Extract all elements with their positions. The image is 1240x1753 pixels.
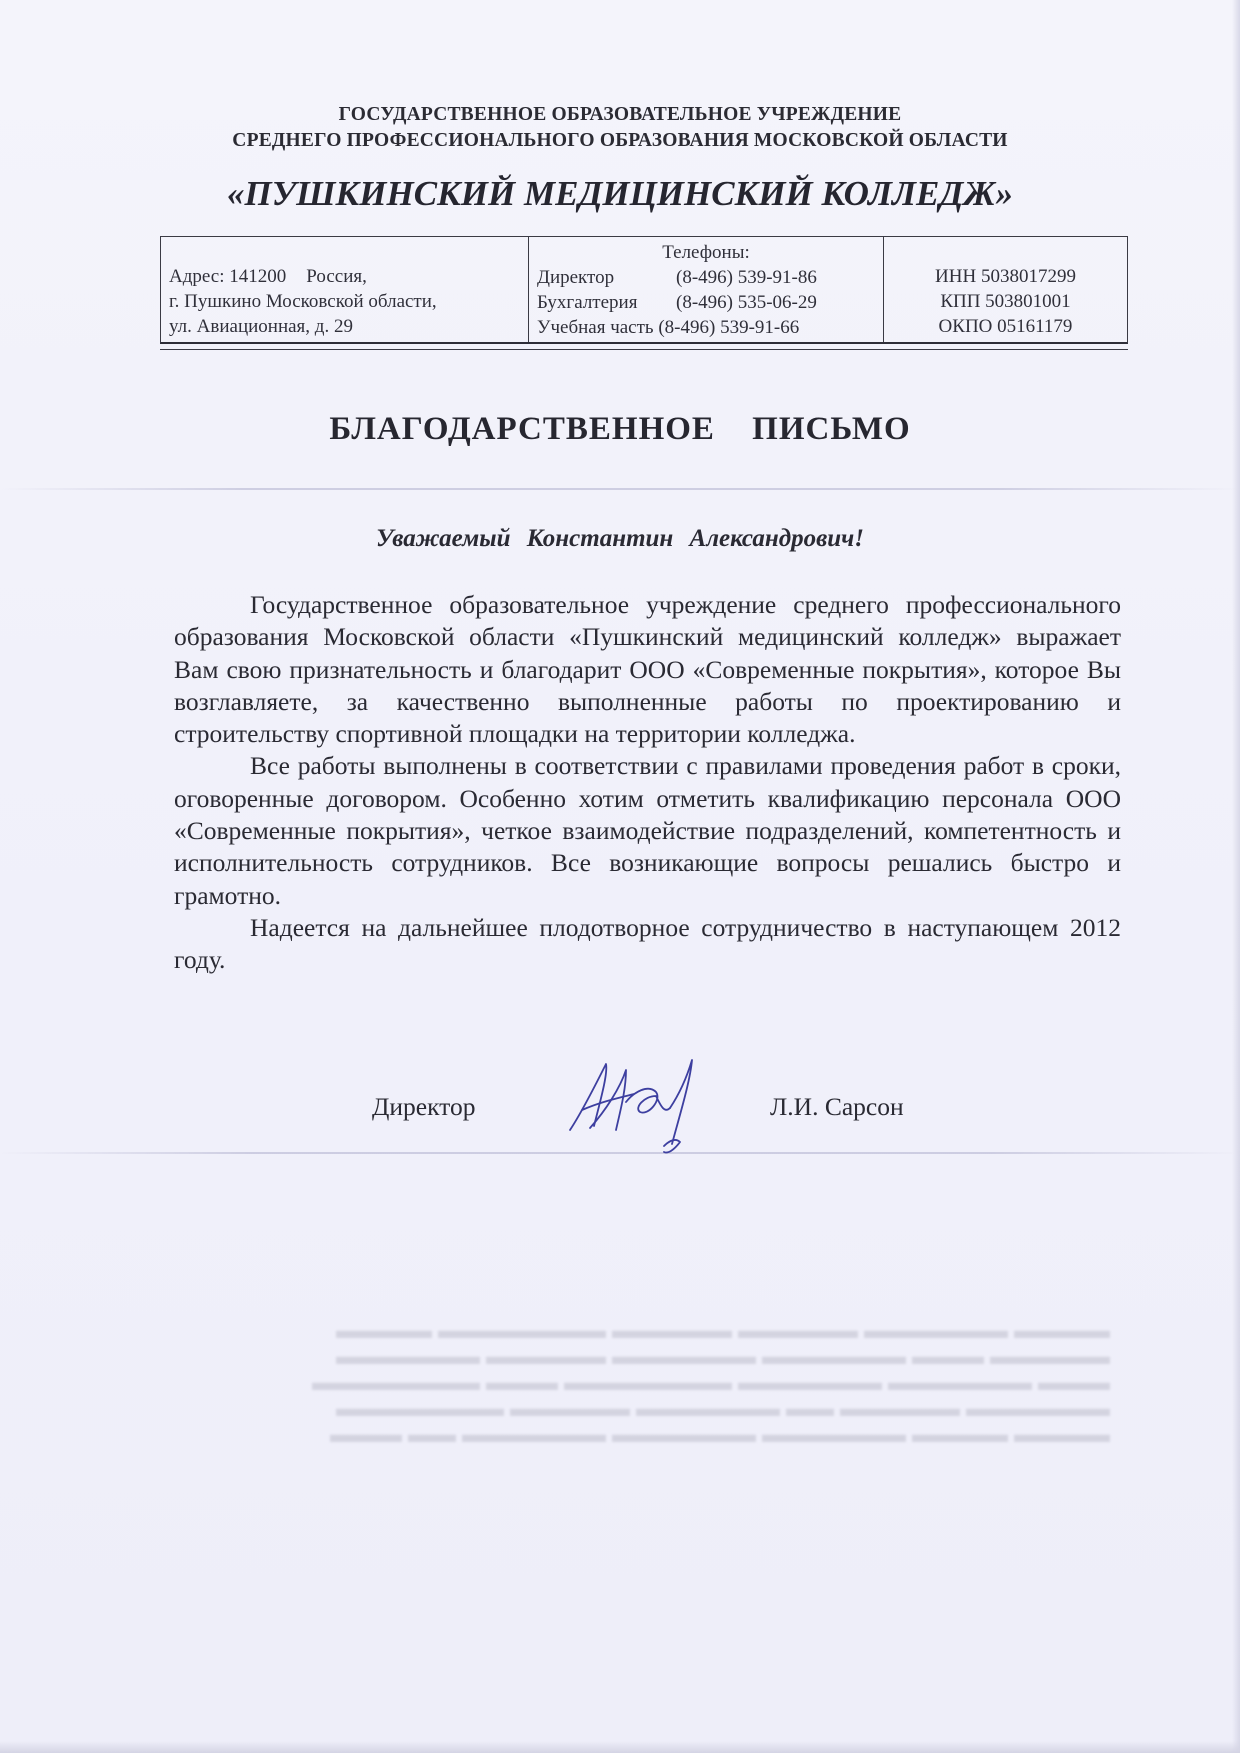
org-name-line-1: ГОСУДАРСТВЕННОЕ ОБРАЗОВАТЕЛЬНОЕ УЧРЕЖДЕНИЕ (338, 104, 902, 125)
phone-label: Учебная часть (537, 317, 654, 338)
phone-label: Бухгалтерия (537, 292, 638, 313)
college-name: «ПУШКИНСКИЙ МЕДИЦИНСКИЙ КОЛЛЕДЖ» (227, 174, 1013, 213)
letter-body (174, 589, 1121, 977)
phone-row-study (537, 315, 883, 340)
org-name-line-2: СРЕДНЕГО ПРОФЕССИОНАЛЬНОГО ОБРАЗОВАНИЯ МОСКОВСКОЙ ОБЛАСТИ (232, 130, 1008, 151)
phones-header: Телефоны: (662, 242, 750, 263)
phone-number: (8-496) 539-91-86 (676, 267, 817, 288)
signatory-position: Директор (372, 1092, 476, 1121)
address-cell (161, 237, 529, 342)
body-paragraph: Государственное образовательное учреждение среднего профессионального образования Московской области «Пушкинский медицинский колледж» выражает Вам свою признательность и благодарит ООО «Современные покрытия», которое Вы возглавляете, за качественно выполненные работы по проектированию и строительству спортивной площадки на территории колледжа. (174, 590, 1121, 749)
phones-cell (529, 237, 884, 342)
reverse-side-bleed-through: ▬▬▬▬ ▬▬▬▬▬▬ ▬▬▬▬▬ ▬▬▬▬▬ ▬▬▬▬▬▬▬ ▬▬▬▬ ▬▬▬▬▬ ▬▬▬ ▬▬▬▬▬▬ ▬▬▬▬▬▬ ▬▬▬▬▬ ▬▬▬▬▬▬ ▬▬▬ ▬▬▬▬▬▬ ▬▬▬▬▬▬ ▬▬▬▬▬▬▬ ▬▬▬ ▬▬▬▬▬▬▬ ▬▬▬▬▬▬ ▬▬▬▬▬ ▬▬ ▬▬▬▬▬▬ ▬▬▬▬▬ ▬▬▬▬▬▬▬ ▬▬▬▬ ▬▬▬▬ ▬▬▬▬▬▬ ▬▬▬▬▬▬ ▬▬▬▬▬▬ ▬▬ ▬▬▬ (312, 1318, 1110, 1448)
kpp-value: КПП 503801001 (940, 291, 1071, 312)
body-paragraph: Надеется на дальнейшее плодотворное сотрудничество в наступающем 2012 году. (174, 912, 1121, 975)
paper-fold-line (0, 488, 1240, 490)
phone-number: (8-496) 535-06-29 (676, 292, 817, 313)
signatory-name: Л.И. Сарсон (770, 1092, 904, 1121)
document-title: БЛАГОДАРСТВЕННОЕ ПИСЬМО (329, 411, 911, 447)
address-city: г. Пушкино Московской области, (169, 291, 437, 312)
salutation: Уважаемый Константин Александрович! (375, 525, 865, 552)
letterhead-info-table (160, 236, 1128, 344)
phone-row-director (537, 265, 883, 290)
phone-number: (8-496) 539-91-66 (658, 317, 800, 338)
paper-edge-shadow (0, 1741, 1240, 1753)
address-postal-code: Адрес: 141200 (169, 266, 287, 287)
phone-label: Директор (537, 267, 615, 288)
paper-edge-shadow (1232, 0, 1240, 1753)
phone-row-accounting (537, 290, 883, 315)
address-street: ул. Авиационная, д. 29 (169, 316, 353, 337)
registration-ids-cell (884, 237, 1127, 342)
handwritten-signature (560, 1040, 730, 1160)
body-paragraph: Все работы выполнены в соответствии с правилами проведения работ в сроки, оговоренные договором. Особенно хотим отметить квалификацию персонала ООО «Современные покрытия», четкое взаимодействие подразделений, компетентность и исполнительность сотрудников. Все возникающие вопросы решались быстро и грамотно. (174, 751, 1121, 910)
okpo-value: ОКПО 05161179 (938, 316, 1073, 337)
inn-value: ИНН 5038017299 (935, 266, 1076, 287)
address-country: Россия, (306, 266, 367, 287)
